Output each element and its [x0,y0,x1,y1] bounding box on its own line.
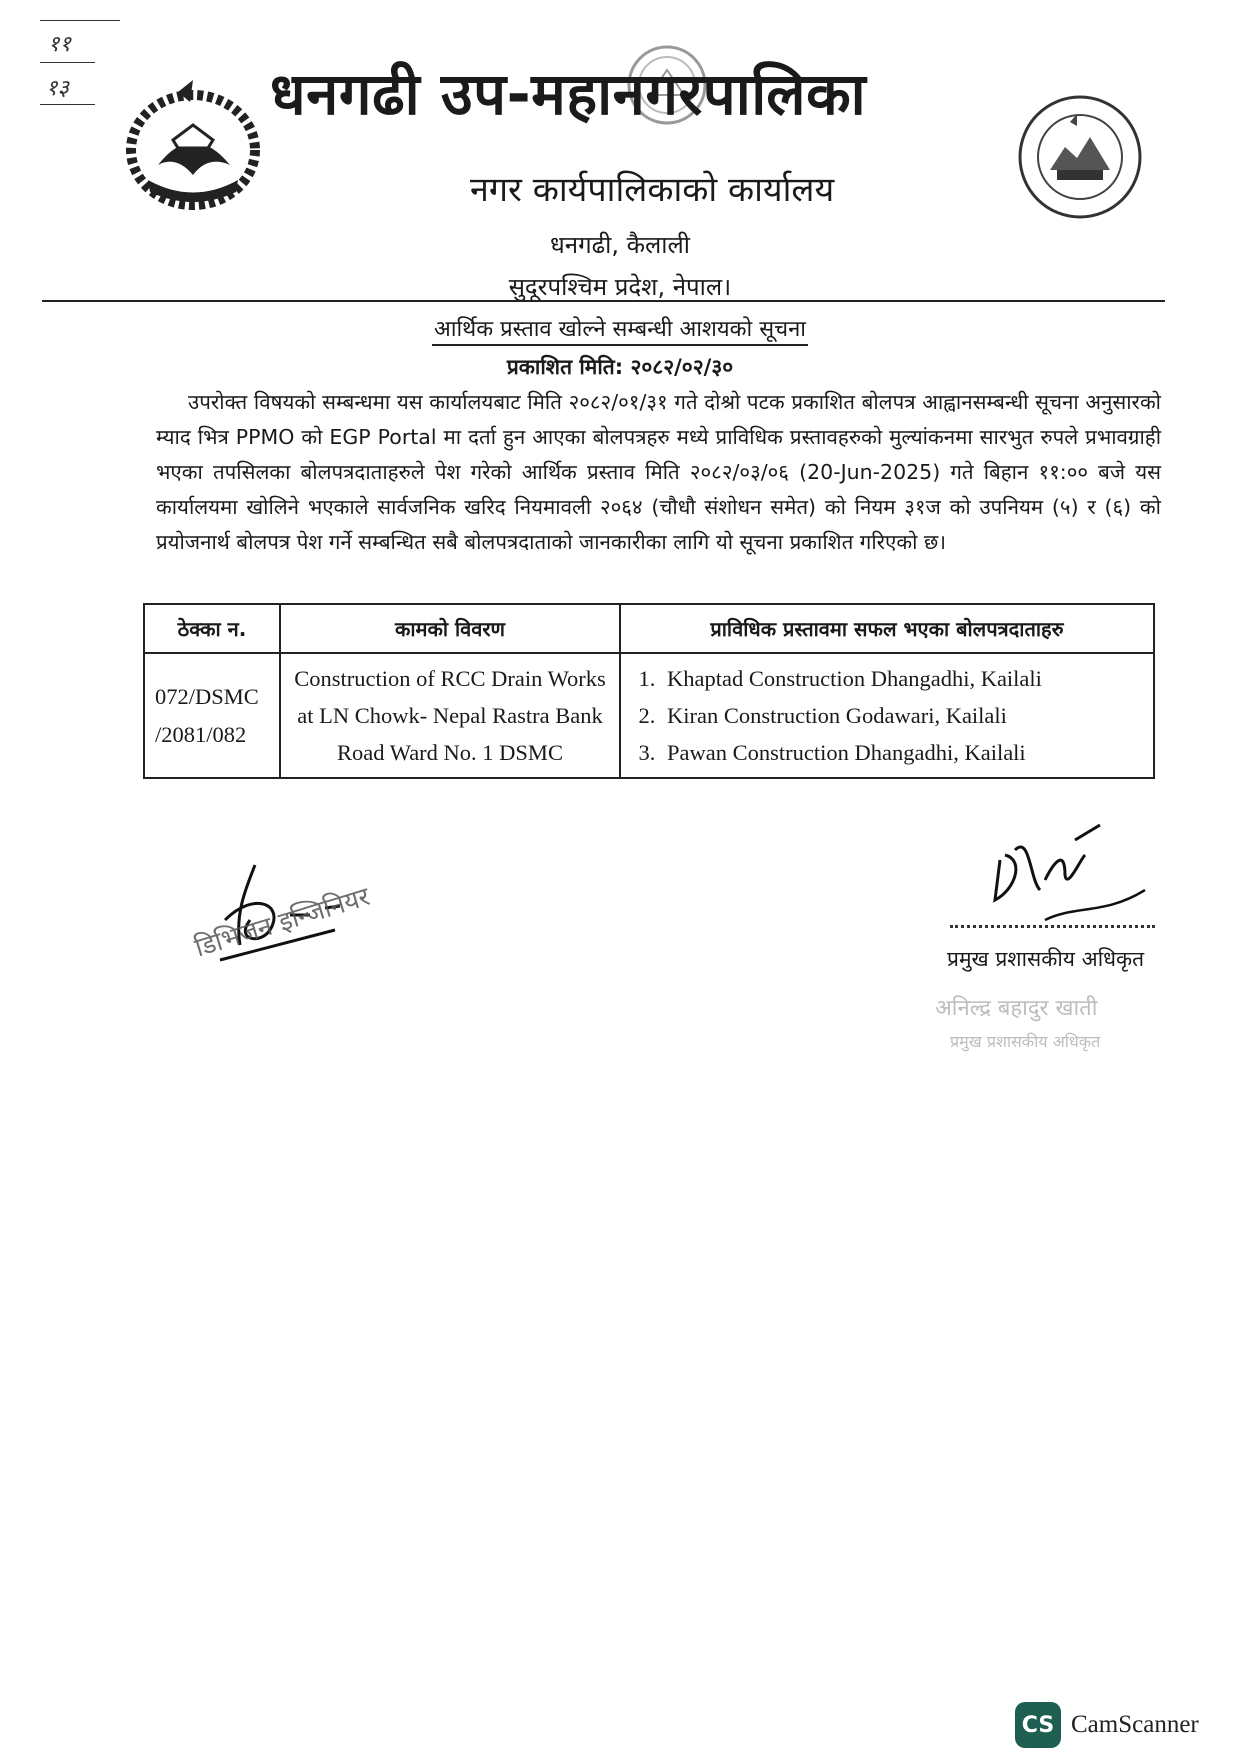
faded-officer-name: अनिल्द्र बहादुर खाती [935,996,1098,1021]
list-item: 1. Khaptad Construction Dhangadhi, Kailali [661,660,1152,697]
notice-body: उपरोक्त विषयको सम्बन्धमा यस कार्यालयबाट मिति २०८२/०१/३१ गते दोश्रो पटक प्रकाशित बोलपत्र आह्वानसम्बन्धी सूचना अनुसारको म्याद भित्र PPMO को EGP Portal मा दर्ता हुन आएका बोलपत्रहरु मध्ये प्राविधिक प्रस्तावहरुको मुल्यांकनमा सारभुत रुपले प्रभावग्राही भएका तपसिलका बोलपत्रदाताहरुले पेश गरेको आर्थिक प्रस्ताव मिति २०८२/०३/०६ (20-Jun-2025) गते बिहान ११:०० बजे यस कार्यालयमा खोलिने भएकाले सार्वजनिक खरिद नियमावली २०६४ (चौधौ संशोधन समेत) को नियम ३१ज को उपनियम (५) र (६) को प्रयोजनार्थ बोलपत्र पेश गर्ने सम्बन्धित सबै बोलपत्रदाताको जानकारीका लागि यो सूचना प्रकाशित गरिएको छ। [156,390,1161,554]
header-contract-no: ठेक्का न. [144,604,280,653]
header-work-description: कामको विवरण [280,604,620,653]
division-engineer-stamp: डिभिजन इन्जिनियर [191,881,374,964]
nepal-emblem-icon [118,80,268,219]
work-description-cell: Construction of RCC Drain Works at LN Chowk- Nepal Rastra Bank Road Ward No. 1 DSMC [280,653,620,778]
list-item: 3. Pawan Construction Dhangadhi, Kailali [661,734,1152,771]
bidders-cell [620,653,1154,778]
officer-designation: प्रमुख प्रशासकीय अधिकृत [947,947,1145,971]
bidders-table [143,603,1155,779]
contract-number-cell [144,653,280,778]
published-date: प्रकाशित मिति: २०८२/०२/३० [506,355,734,379]
margin-rule-2 [40,62,95,63]
signature-line [950,925,1155,928]
margin-rule-3 [40,104,95,105]
address-line-1: धनगढी, कैलाली [550,231,690,259]
right-signature-icon [985,820,1155,934]
camscanner-logo-icon: CS [1015,1702,1061,1748]
municipality-seal-icon [1015,92,1145,226]
contract-number-line-1: 072/DSMC [155,683,259,709]
margin-note-2: १३ [46,76,69,101]
faded-officer-role: प्रमुख प्रशासकीय अधिकृत [950,1032,1101,1051]
camscanner-text: CamScanner [1071,1711,1199,1738]
notice-title-text: आर्थिक प्रस्ताव खोल्ने सम्बन्धी आशयको सूचना [432,317,808,346]
page-title: धनगढी उप-महानगरपालिका [270,60,867,128]
header-successful-bidders: प्राविधिक प्रस्तावमा सफल भएका बोलपत्रदाताहरु [620,604,1154,653]
margin-note-1: ११ [48,32,71,57]
header-divider [42,300,1165,302]
address-line-2: सुदूरपश्चिम प्रदेश, नेपाल। [508,273,732,301]
office-subtitle: नगर कार्यपालिकाको कार्यालय [470,170,835,210]
table-row [144,653,1154,778]
contract-number-line-2: /2081/082 [155,721,247,747]
list-item: 2. Kiran Construction Godawari, Kailali [661,697,1152,734]
bidders-list [635,660,1152,771]
margin-rule [40,20,120,21]
notice-title [0,313,1240,343]
table-header-row [144,604,1154,653]
